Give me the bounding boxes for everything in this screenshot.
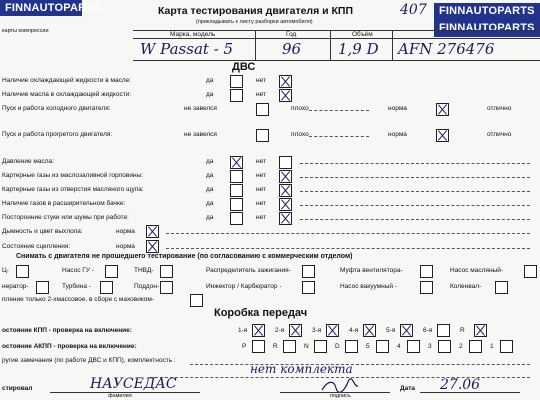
manual-gear-label: 4-я	[349, 327, 359, 334]
removed-item: Ц-	[2, 267, 9, 274]
clutch-normal-label: норма	[116, 243, 135, 250]
model-value: W Passat - 5	[140, 40, 234, 58]
smoke-normal-label: норма	[116, 228, 135, 235]
crankcase-dipstick-note-line	[300, 191, 530, 192]
option-bad: плохо	[291, 131, 309, 138]
crankcase-filler-no-checkbox[interactable]	[279, 170, 292, 183]
expansion-tank-gas-label: Наличие газов в расширительном бачке:	[2, 200, 126, 207]
coolant-in-oil-yes-checkbox[interactable]	[230, 75, 243, 88]
yes-label: да	[206, 77, 214, 84]
option-excellent: отлично	[487, 131, 512, 138]
removed-item: нератор-	[2, 283, 29, 290]
auto-gear-checkbox[interactable]	[252, 340, 265, 353]
watermark-subtitle: карты компрессии	[2, 28, 49, 34]
yes-label: да	[206, 214, 214, 221]
noise-note-line	[300, 219, 530, 220]
removed-item: Поддон-	[134, 283, 160, 290]
removed-item: Распределитель зажигания-	[206, 267, 291, 274]
option-bad: плохо	[291, 105, 309, 112]
year-value: 96	[282, 40, 302, 58]
removed-checkbox[interactable]	[302, 281, 315, 294]
watermark-top-right-2: FINNAUTOPARTS	[434, 20, 540, 37]
removed-item: ТНВД-	[134, 267, 154, 274]
manual-gear-checkbox[interactable]	[289, 324, 302, 337]
watermark-top-right: FINNAUTOPARTS	[434, 3, 540, 20]
auto-gear-label: N	[304, 343, 309, 350]
removed-item: Насос масляный-	[450, 267, 504, 274]
manual-gear-checkbox[interactable]	[252, 324, 265, 337]
auto-gear-checkbox[interactable]	[469, 340, 482, 353]
gearbox-section-title: Коробка передач	[214, 307, 308, 319]
expansion-tank-gas-yes-checkbox[interactable]	[230, 198, 243, 211]
expansion-tank-gas-no-checkbox[interactable]	[279, 198, 292, 211]
warm-start-bad-line	[309, 136, 369, 137]
auto-gear-label: R	[273, 343, 278, 350]
removed-checkbox[interactable]	[16, 265, 29, 278]
form-subtitle: (прикладывать к листу разборки автомобиля)	[196, 19, 313, 25]
manual-gear-label: 2-я	[275, 327, 285, 334]
header-col-sep-1	[255, 30, 256, 60]
removed-checkbox[interactable]	[105, 265, 118, 278]
cold-start-label: Пуск и работа холодного двигателя:	[2, 105, 111, 112]
yes-label: да	[206, 186, 214, 193]
manual-gear-label: 1-я	[238, 327, 248, 334]
removed-parts-title: Снимать с двигателя не прошедшего тестирование (по согласованию с коммерческим отделом)	[16, 253, 353, 260]
removed-item: Коленвал-	[450, 283, 482, 290]
date-label: Дата	[400, 385, 416, 392]
manual-gear-label: 5-я	[386, 327, 396, 334]
warm-start-normal-checkbox[interactable]	[436, 129, 449, 142]
clutch-label: Состояние сцепления:	[2, 243, 71, 250]
manual-gear-label: R	[460, 327, 465, 334]
form-title: Карта тестирования двигателя и КПП	[158, 5, 354, 17]
manual-gearbox-label: остояние КПП - проверка на включение:	[2, 327, 132, 334]
cold-start-not-started-checkbox[interactable]	[256, 103, 269, 116]
auto-gear-label: 3	[428, 343, 432, 350]
header-col-sep-2	[330, 30, 331, 60]
flywheel-note: пление только 2-хмассовое, в сборе с маховиком-	[2, 296, 155, 303]
auto-gear-checkbox[interactable]	[438, 340, 451, 353]
crankcase-filler-note-line	[300, 177, 530, 178]
crankcase-filler-yes-checkbox[interactable]	[230, 170, 243, 183]
clutch-note-line	[166, 248, 530, 249]
smoke-note-line	[166, 233, 530, 234]
option-normal: норма	[388, 131, 407, 138]
removed-checkbox[interactable]	[302, 265, 315, 278]
removed-item: Насос ГУ -	[62, 267, 94, 274]
auto-gear-checkbox[interactable]	[376, 340, 389, 353]
auto-gear-label: 5	[366, 343, 370, 350]
manual-gear-checkbox[interactable]	[474, 324, 487, 337]
watermark-top-left: FINNAUTOPARTS	[0, 0, 82, 16]
removed-checkbox[interactable]	[160, 265, 173, 278]
removed-checkbox[interactable]	[524, 265, 537, 278]
auto-gearbox-label: остояние АКПП - проверка на включение:	[2, 343, 137, 350]
manual-gear-label: 6-я	[423, 327, 433, 334]
header-rule-mid	[133, 38, 540, 39]
oil-in-coolant-no-checkbox[interactable]	[279, 89, 292, 102]
col-model-label: Марка, модель	[170, 31, 216, 38]
noise-no-checkbox[interactable]	[279, 212, 292, 225]
removed-checkbox[interactable]	[495, 281, 508, 294]
no-label: нет	[256, 200, 266, 207]
removed-checkbox[interactable]	[420, 265, 433, 278]
no-label: нет	[256, 186, 266, 193]
oil-pressure-note-line	[300, 163, 530, 164]
expansion-tank-gas-note-line	[300, 205, 530, 206]
removed-item: Муфта вентилятора-	[340, 267, 403, 274]
date-line	[420, 392, 520, 393]
no-label: нет	[256, 77, 266, 84]
no-label: нет	[256, 214, 266, 221]
handwritten-number: 407	[400, 2, 427, 18]
auto-gear-label: P	[242, 343, 247, 350]
manual-gear-checkbox[interactable]	[363, 324, 376, 337]
removed-checkbox[interactable]	[100, 281, 113, 294]
remarks-label: ругие замечания (по работе ДВС и КПП), комплектность :	[2, 357, 176, 364]
yes-label: да	[206, 172, 214, 179]
warm-start-label: Пуск и работа прогретого двигателя:	[2, 131, 113, 138]
oil-in-coolant-yes-checkbox[interactable]	[230, 89, 243, 102]
auto-gear-checkbox[interactable]	[500, 340, 513, 353]
auto-gear-label: 2	[459, 343, 463, 350]
warm-start-not-started-checkbox[interactable]	[256, 129, 269, 142]
signature-label: подпись	[330, 393, 351, 399]
cold-start-bad-line	[309, 110, 369, 111]
auto-gear-checkbox[interactable]	[345, 340, 358, 353]
oil-pressure-label: Давление масла:	[2, 158, 54, 165]
noise-yes-checkbox[interactable]	[230, 212, 243, 225]
manual-gear-checkbox[interactable]	[326, 324, 339, 337]
remarks-line-1	[190, 364, 530, 365]
oil-pressure-no-checkbox[interactable]	[279, 156, 292, 169]
col-volume-label: Объём	[352, 31, 373, 38]
option-excellent: отлично	[487, 105, 512, 112]
tested-by-value: НАУСЕДАС	[90, 376, 177, 392]
removed-checkbox[interactable]	[420, 281, 433, 294]
header-rule-bottom	[133, 60, 540, 61]
volume-value: 1,9 D	[338, 40, 379, 58]
removed-item: Насос вакуумный -	[340, 283, 397, 290]
crankcase-filler-label: Картерные газы из маслозаливной горловины:	[2, 172, 144, 179]
auto-gear-checkbox[interactable]	[407, 340, 420, 353]
removed-checkbox[interactable]	[36, 281, 49, 294]
option-normal: норма	[388, 105, 407, 112]
cold-start-normal-checkbox[interactable]	[436, 103, 449, 116]
yes-label: да	[206, 91, 214, 98]
coolant-in-oil-no-checkbox[interactable]	[279, 75, 292, 88]
oil-in-coolant-label: Наличие масла в охлаждающей жидкости:	[2, 91, 132, 98]
manual-gear-checkbox[interactable]	[437, 324, 450, 337]
auto-gear-label: D	[335, 343, 340, 350]
option-not-started: не завелся	[184, 105, 217, 112]
smoke-normal-checkbox[interactable]	[146, 225, 159, 238]
auto-gear-label: 4	[397, 343, 401, 350]
auto-gear-checkbox[interactable]	[314, 340, 327, 353]
oil-pressure-yes-checkbox[interactable]	[230, 156, 243, 169]
removed-item: Турбина -	[62, 283, 91, 290]
date-value: 27.06	[440, 377, 481, 393]
smoke-label: Дымность и цвет выхлопа:	[2, 228, 83, 235]
col-year-label: Год	[286, 31, 297, 38]
crankcase-dipstick-yes-checkbox[interactable]	[230, 184, 243, 197]
surname-label: фамилия	[108, 393, 132, 399]
yes-label: да	[206, 158, 214, 165]
auto-gear-checkbox[interactable]	[283, 340, 296, 353]
clutch-normal-checkbox[interactable]	[146, 240, 159, 253]
crankcase-dipstick-label: Картерные газы из отверстия масляного щупа:	[2, 186, 144, 193]
manual-gear-label: 3-я	[312, 327, 322, 334]
noise-label: Посторонние стуки или шумы при работе:	[2, 214, 129, 221]
removed-checkbox[interactable]	[160, 281, 173, 294]
option-not-started: не завелся	[184, 131, 217, 138]
tested-by-label: стировал	[2, 385, 33, 392]
coolant-in-oil-label: Наличие охлаждающей жидкости в масле:	[2, 77, 132, 84]
no-label: нет	[256, 91, 266, 98]
removed-item: Инжектор / Карбюратор -	[206, 283, 282, 290]
crankcase-dipstick-no-checkbox[interactable]	[279, 184, 292, 197]
yes-label: да	[206, 200, 214, 207]
manual-gear-checkbox[interactable]	[400, 324, 413, 337]
header-col-sep-3	[392, 30, 393, 60]
auto-gear-label: 1	[490, 343, 494, 350]
engine-section-title: ДВС	[232, 61, 256, 73]
flywheel-checkbox[interactable]	[190, 294, 203, 307]
no-label: нет	[256, 172, 266, 179]
remarks-value: нет комплекта	[250, 362, 353, 376]
no-label: нет	[256, 158, 266, 165]
vin-value: AFN 276476	[398, 40, 495, 58]
